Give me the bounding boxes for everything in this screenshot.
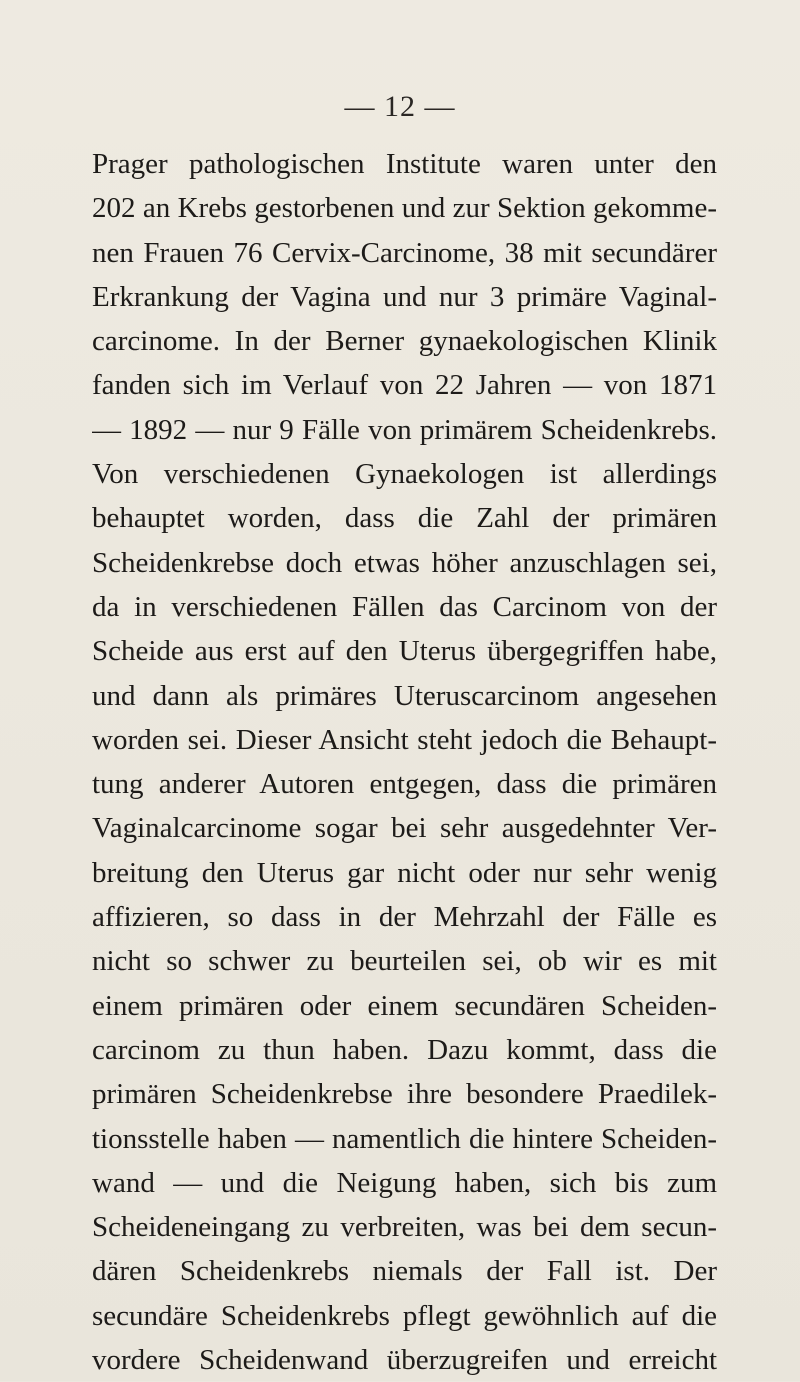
text-line: worden sei. Dieser Ansicht steht jedoch die Behaupt- xyxy=(92,723,717,756)
text-line: Vaginalcarcinome sogar bei sehr ausgedehnter Ver- xyxy=(92,812,717,845)
text-line: secundäre Scheidenkrebs pflegt gewöhnlich auf die xyxy=(92,1299,717,1332)
text-line: dären Scheidenkrebs niemals der Fall ist. Der xyxy=(92,1255,717,1288)
text-line: einem primären oder einem secundären Scheiden- xyxy=(92,989,717,1022)
body-text xyxy=(92,142,717,1382)
text-line: Scheide aus erst auf den Uterus übergegriffen habe, xyxy=(92,635,717,668)
text-line: fanden sich im Verlauf von 22 Jahren — von 1871 xyxy=(92,369,717,402)
text-line: tionsstelle haben — namentlich die hintere Scheiden- xyxy=(92,1122,717,1155)
text-line: wand — und die Neigung haben, sich bis zum xyxy=(92,1166,717,1199)
text-line: Von verschiedenen Gynaekologen ist allerdings xyxy=(92,458,717,491)
text-line: nicht so schwer zu beurteilen sei, ob wir es mit xyxy=(92,945,717,978)
text-line: breitung den Uterus gar nicht oder nur sehr wenig xyxy=(92,856,717,889)
text-line: affizieren, so dass in der Mehrzahl der Fälle es xyxy=(92,901,717,934)
text-line: carcinom zu thun haben. Dazu kommt, dass die xyxy=(92,1033,717,1066)
text-line: carcinome. In der Berner gynaekologischen Klinik xyxy=(92,325,717,358)
text-line: Prager pathologischen Institute waren unter den xyxy=(92,148,717,180)
text-line: nen Frauen 76 Cervix-Carcinome, 38 mit secundärer xyxy=(92,236,717,269)
text-line: da in verschiedenen Fällen das Carcinom von der xyxy=(92,590,717,623)
text-line: vordere Scheidenwand überzugreifen und erreicht xyxy=(92,1344,717,1377)
text-line: und dann als primäres Uteruscarcinom angesehen xyxy=(92,679,717,712)
text-line: Scheidenkrebse doch etwas höher anzuschlagen sei, xyxy=(92,546,717,579)
text-line: tung anderer Autoren entgegen, dass die primären xyxy=(92,768,717,801)
text-line: Erkrankung der Vagina und nur 3 primäre Vaginal- xyxy=(92,280,717,313)
page-number: — 12 — xyxy=(344,90,456,123)
text-line: behauptet worden, dass die Zahl der primären xyxy=(92,502,717,535)
text-line: — 1892 — nur 9 Fälle von primärem Scheidenkrebs. xyxy=(92,413,717,446)
text-line: Scheideneingang zu verbreiten, was bei dem secun- xyxy=(92,1211,717,1244)
text-line: 202 an Krebs gestorbenen und zur Sektion gekomme- xyxy=(92,192,717,225)
text-line: primären Scheidenkrebse ihre besondere Praedilek- xyxy=(92,1078,717,1111)
